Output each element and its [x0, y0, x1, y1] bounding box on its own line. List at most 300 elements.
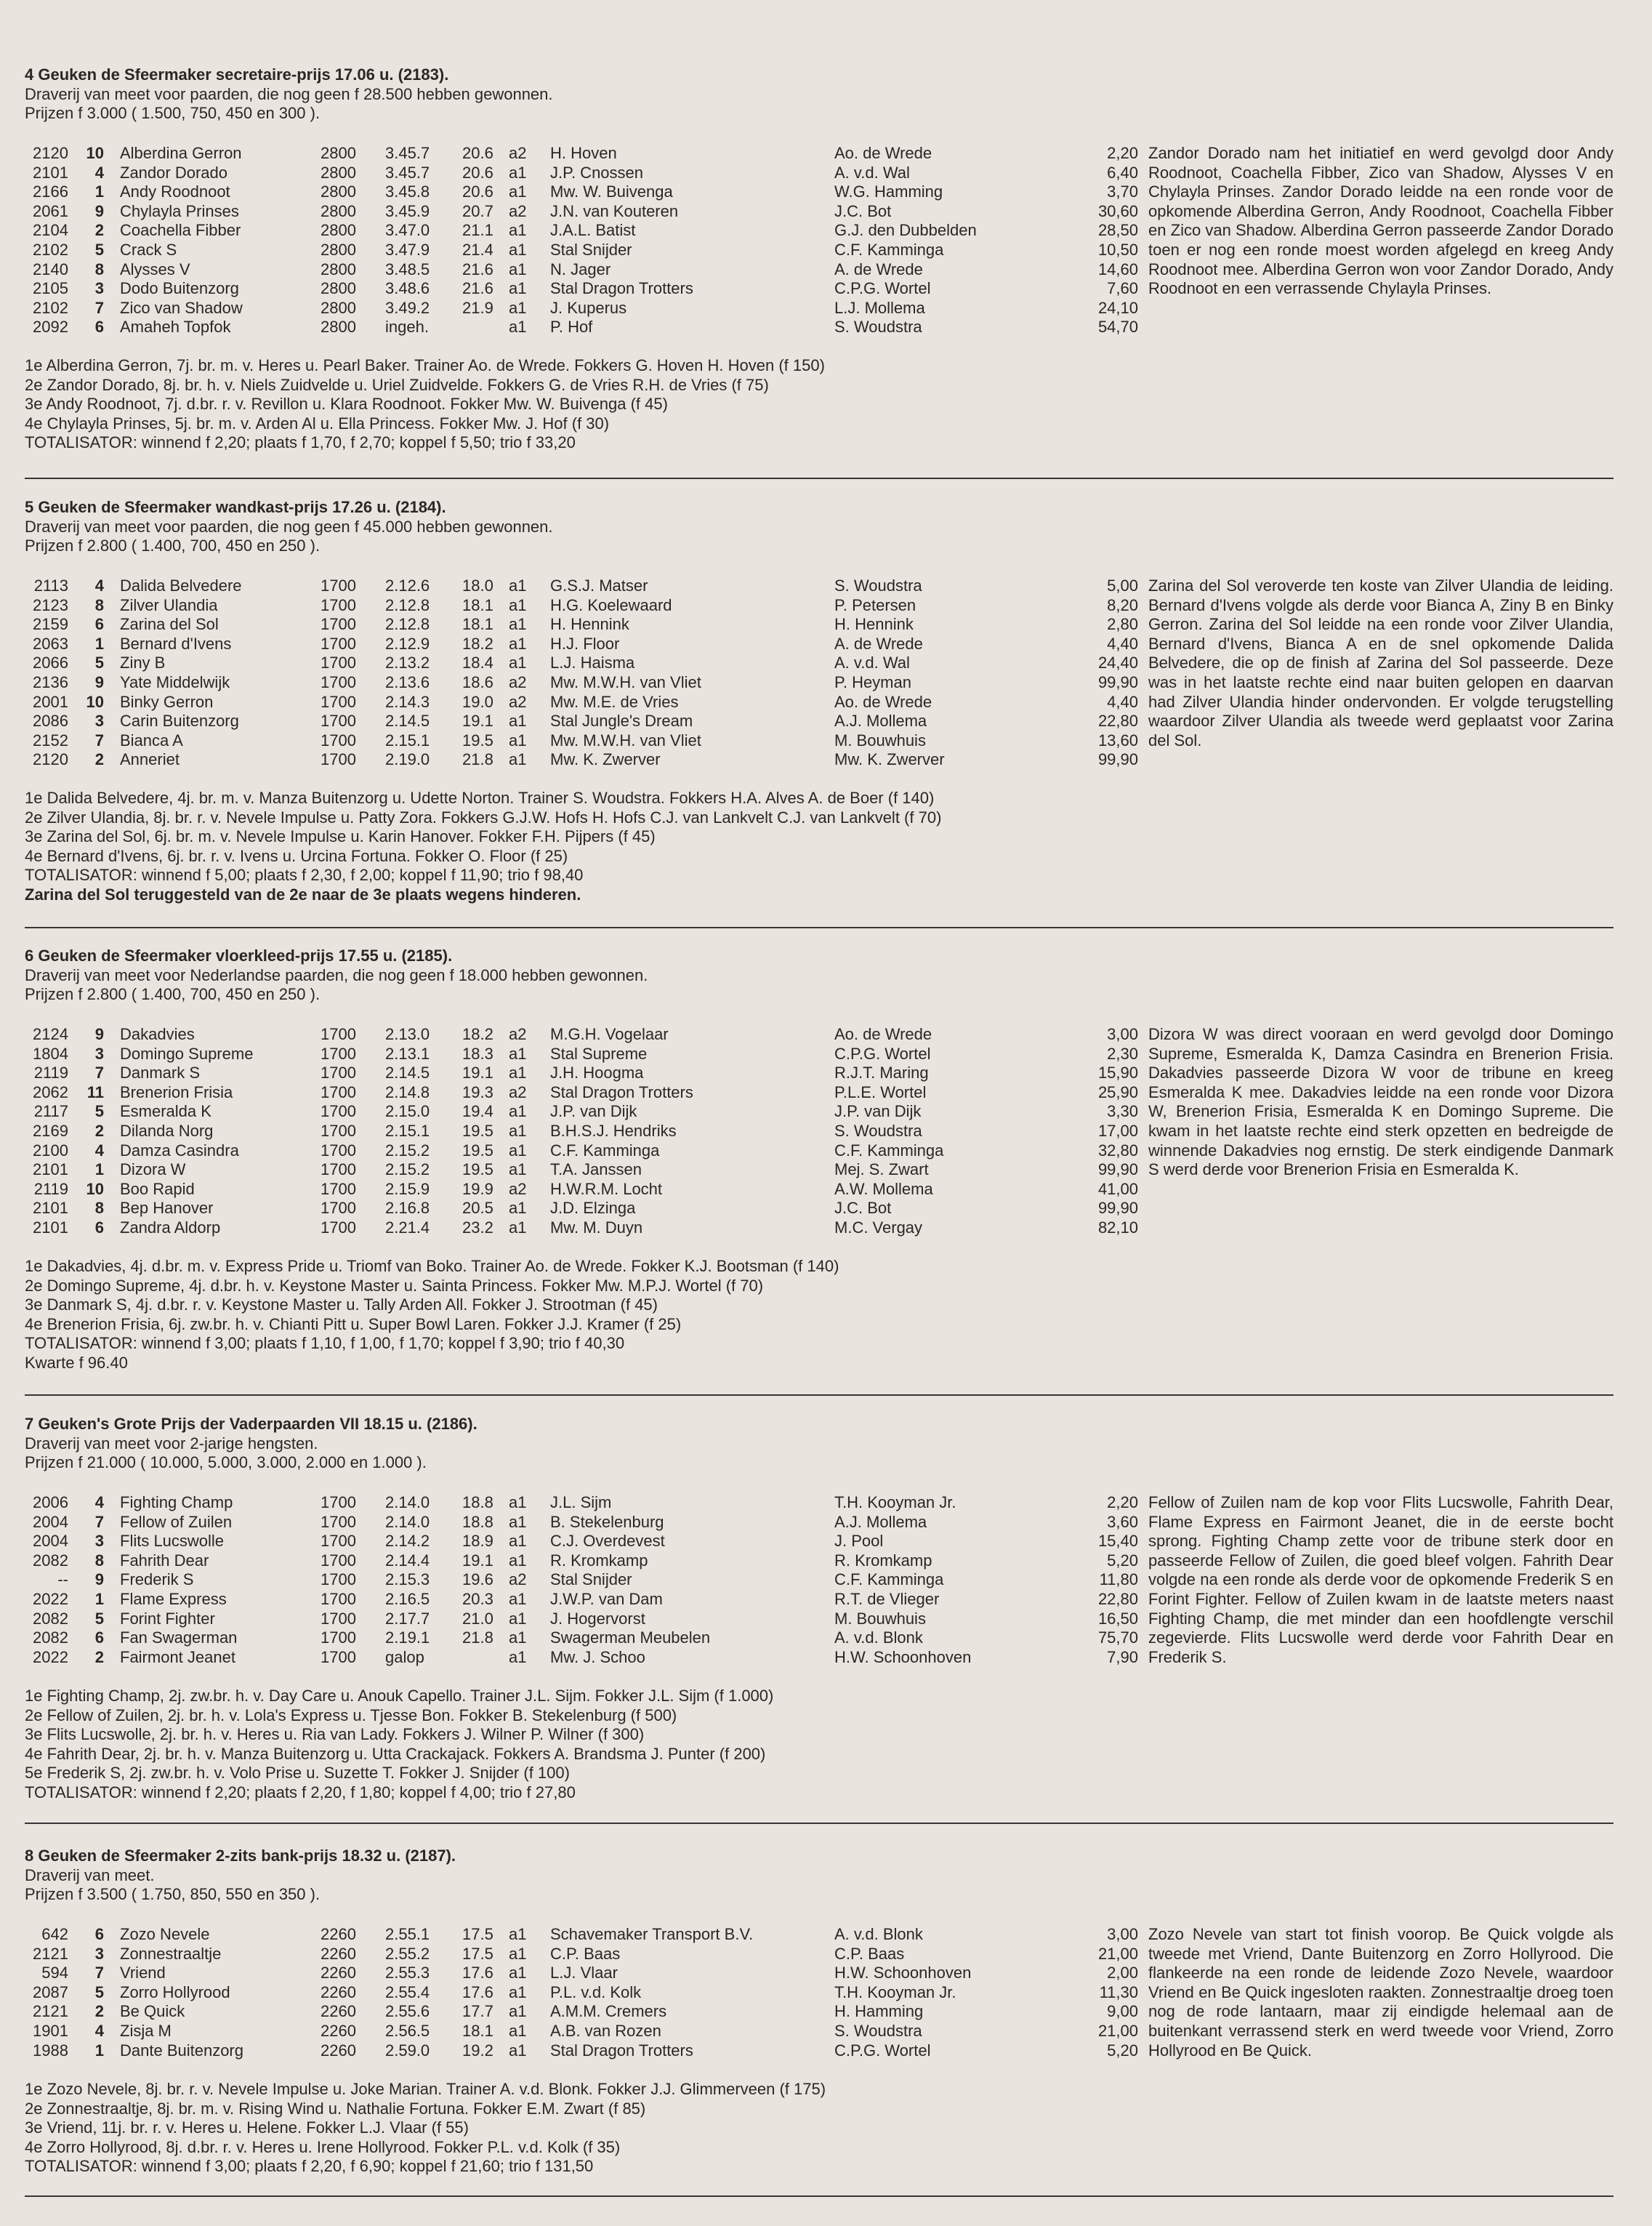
cell-num: 10 — [86, 692, 104, 711]
cell-owner: H.W.R.M. Locht — [550, 1179, 663, 1198]
cell-time: 2.59.0 — [385, 2041, 430, 2060]
cell-num: 2 — [94, 2002, 104, 2021]
cell-num: 3 — [94, 1944, 104, 1963]
cell-odds: 99,90 — [1097, 1160, 1138, 1179]
cell-horse: Zozo Nevele — [120, 1925, 210, 1943]
race-title: 7 Geuken's Grote Prijs der Vaderpaarden VII 18.15 u. (2186). — [25, 1415, 478, 1433]
cell-num: 7 — [94, 1964, 104, 1982]
cell-num: 6 — [94, 1925, 104, 1943]
cell-num: 5 — [94, 1102, 104, 1121]
cell-cls: a1 — [509, 1628, 527, 1647]
breeding-line: 2e Zilver Ulandia, 8j. br. r. v. Nevele Impulse u. Patty Zora. Fokkers G.J.W. Hofs H. Hofs C.J. van Lankvelt C.J. van Lankvelt (f 70) — [25, 808, 942, 827]
cell-cls: a1 — [509, 654, 527, 672]
cell-owner: J.P. Cnossen — [550, 163, 644, 182]
cell-horse: Bianca A — [120, 731, 183, 750]
cell-owner: J.P. van Dijk — [550, 1102, 637, 1121]
race-title: 6 Geuken de Sfeermaker vloerkleed-prijs 17.55 u. (2185). — [25, 947, 453, 965]
cell-driver: T.H. Kooyman Jr. — [834, 1982, 956, 2001]
cell-dist: 2800 — [321, 298, 356, 317]
cell-prev: 2082 — [33, 1609, 68, 1628]
cell-driver: H.W. Schoonhoven — [834, 1964, 972, 1982]
breeding-line: 1e Dakadvies, 4j. d.br. m. v. Express Pride u. Triomf van Boko. Trainer Ao. de Wrede. Fokker K.J. Bootsman (f 140) — [25, 1257, 839, 1275]
cell-cls: a2 — [509, 692, 527, 711]
cell-cls: a1 — [509, 1102, 527, 1121]
cell-odds: 2,20 — [1107, 144, 1138, 162]
cell-owner: Stal Supreme — [550, 1044, 648, 1063]
cell-km: 19.9 — [462, 1179, 493, 1198]
cell-dist: 1700 — [321, 1647, 356, 1666]
cell-num: 8 — [94, 595, 104, 614]
cell-prev: -- — [57, 1570, 68, 1589]
cell-km: 21.8 — [462, 750, 493, 769]
cell-km: 17.7 — [462, 2002, 493, 2021]
cell-km: 19.6 — [462, 1570, 493, 1589]
cell-km: 18.4 — [462, 654, 493, 672]
cell-cls: a1 — [509, 1925, 527, 1943]
cell-driver: C.F. Kamminga — [834, 1141, 944, 1160]
cell-driver: H. Hennink — [834, 615, 914, 634]
cell-num: 1 — [94, 2041, 104, 2060]
cell-cls: a1 — [509, 260, 527, 278]
cell-horse: Fellow of Zuilen — [120, 1512, 233, 1531]
totalisator-line: TOTALISATOR: winnend f 3,00; plaats f 1,10, f 1,00, f 1,70; koppel f 3,90; trio f 40,30 — [25, 1334, 625, 1353]
cell-cls: a1 — [509, 1493, 527, 1511]
cell-dist: 2800 — [321, 163, 356, 182]
cell-horse: Dodo Buitenzorg — [120, 279, 239, 298]
cell-time: 3.47.0 — [385, 221, 430, 240]
cell-km: 21.8 — [462, 1628, 493, 1647]
race-title: 8 Geuken de Sfeermaker 2-zits bank-prijs 18.32 u. (2187). — [25, 1847, 456, 1865]
cell-owner: H.J. Floor — [550, 634, 620, 653]
cell-odds: 3,30 — [1107, 1102, 1138, 1121]
cell-num: 4 — [94, 2021, 104, 2040]
cell-horse: Alysses V — [120, 260, 190, 278]
cell-dist: 2260 — [321, 2002, 356, 2021]
cell-time: 2.14.5 — [385, 712, 430, 731]
cell-num: 6 — [94, 615, 104, 634]
race-title: 5 Geuken de Sfeermaker wandkast-prijs 17.26 u. (2184). — [25, 498, 446, 516]
cell-cls: a1 — [509, 2021, 527, 2040]
cell-time: 2.14.2 — [385, 1532, 430, 1551]
cell-owner: J.N. van Kouteren — [550, 201, 679, 220]
cell-time: 2.55.3 — [385, 1964, 430, 1982]
cell-odds: 3,60 — [1107, 1512, 1138, 1531]
cell-dist: 2260 — [321, 1925, 356, 1943]
cell-prev: 2120 — [33, 750, 68, 769]
cell-prev: 2101 — [33, 1160, 68, 1179]
cell-time: 3.45.7 — [385, 144, 430, 162]
cell-cls: a1 — [509, 221, 527, 240]
race-conditions: Draverij van meet voor paarden, die nog geen f 45.000 hebben gewonnen. — [25, 517, 553, 536]
cell-horse: Bep Hanover — [120, 1199, 214, 1218]
cell-dist: 2800 — [321, 240, 356, 259]
cell-horse: Fighting Champ — [120, 1493, 233, 1511]
cell-driver: A. v.d. Wal — [834, 654, 910, 672]
cell-driver: A.W. Mollema — [834, 1179, 933, 1198]
cell-horse: Zandor Dorado — [120, 163, 227, 182]
cell-horse: Chylayla Prinses — [120, 201, 239, 220]
cell-driver: Ao. de Wrede — [834, 692, 932, 711]
cell-time: 2.55.4 — [385, 1982, 430, 2001]
cell-prev: 2102 — [33, 240, 68, 259]
cell-dist: 1700 — [321, 1551, 356, 1570]
cell-odds: 28,50 — [1097, 221, 1138, 240]
cell-dist: 1700 — [321, 1160, 356, 1179]
cell-horse: Bernard d'Ivens — [120, 634, 232, 653]
cell-km: 17.6 — [462, 1964, 493, 1982]
cell-odds: 5,20 — [1107, 2041, 1138, 2060]
cell-km: 19.5 — [462, 1160, 493, 1179]
cell-km: 18.1 — [462, 615, 493, 634]
cell-km: 21.4 — [462, 240, 493, 259]
cell-owner: Swagerman Meubelen — [550, 1628, 711, 1647]
cell-prev: 1804 — [33, 1044, 68, 1063]
cell-horse: Flits Lucswolle — [120, 1532, 225, 1551]
cell-cls: a1 — [509, 1199, 527, 1218]
cell-time: 3.48.6 — [385, 279, 430, 298]
cell-prev: 2066 — [33, 654, 68, 672]
cell-num: 7 — [94, 1064, 104, 1082]
cell-owner: Mw. W. Buivenga — [550, 182, 673, 201]
cell-km: 20.6 — [462, 182, 493, 201]
cell-horse: Frederik S — [120, 1570, 194, 1589]
cell-num: 4 — [94, 576, 104, 595]
cell-horse: Carin Buitenzorg — [120, 712, 239, 731]
cell-dist: 1700 — [321, 731, 356, 750]
cell-time: 3.47.9 — [385, 240, 430, 259]
cell-prev: 2087 — [33, 1982, 68, 2001]
cell-km: 19.1 — [462, 1064, 493, 1082]
cell-num: 7 — [94, 298, 104, 317]
cell-driver: Ao. de Wrede — [834, 144, 932, 162]
cell-dist: 1700 — [321, 712, 356, 731]
cell-num: 9 — [94, 1025, 104, 1043]
cell-num: 1 — [94, 182, 104, 201]
cell-dist: 1700 — [321, 1064, 356, 1082]
race-header — [25, 947, 648, 1005]
cell-prev: 1988 — [33, 2041, 68, 2060]
cell-time: 2.15.9 — [385, 1179, 430, 1198]
cell-odds: 13,60 — [1097, 731, 1138, 750]
cell-time: 3.45.8 — [385, 182, 430, 201]
cell-cls: a1 — [509, 615, 527, 634]
cell-km: 21.6 — [462, 279, 493, 298]
cell-km: 18.6 — [462, 672, 493, 691]
cell-prev: 2004 — [33, 1532, 68, 1551]
cell-horse: Zilver Ulandia — [120, 595, 218, 614]
cell-num: 10 — [86, 144, 104, 162]
cell-dist: 1700 — [321, 1512, 356, 1531]
race-conditions: Draverij van meet voor 2-jarige hengsten. — [25, 1434, 318, 1452]
breeding-line: 3e Andy Roodnoot, 7j. d.br. r. v. Revillon u. Klara Roodnoot. Fokker Mw. W. Buivenga (f 45) — [25, 395, 668, 414]
cell-owner: C.P. Baas — [550, 1944, 621, 1963]
cell-horse: Brenerion Frisia — [120, 1082, 233, 1101]
cell-driver: A. de Wrede — [834, 634, 923, 653]
cell-num: 9 — [94, 201, 104, 220]
cell-horse: Zorro Hollyrood — [120, 1982, 230, 2001]
race-commentary: Zozo Nevele van start tot finish voorop. Be Quick volgde als tweede met Vriend, Dante Buitenzorg en Zorro Hollyrood. Die flankeerde na een ronde de leidende Zozo Nevele, waardoor Vriend en Be Quick ingesloten raakten. Zonnestraaltje droeg toen nog de rode lantaarn, maar zij eindigde helemaal aan de buitenkant verrassend sterk en werd tweede voor Vriend, Zorro Hollyrood en Be Quick. — [1148, 1925, 1613, 2060]
cell-cls: a1 — [509, 1609, 527, 1628]
cell-driver: Mw. K. Zwerver — [834, 750, 945, 769]
cell-dist: 1700 — [321, 595, 356, 614]
cell-cls: a1 — [509, 1532, 527, 1551]
cell-km: 19.1 — [462, 712, 493, 731]
cell-km: 20.6 — [462, 163, 493, 182]
breeding-line: 3e Danmark S, 4j. d.br. r. v. Keystone Master u. Tally Arden All. Fokker J. Strootman (f 45) — [25, 1295, 658, 1314]
cell-driver: A. v.d. Blonk — [834, 1925, 923, 1943]
cell-dist: 1700 — [321, 615, 356, 634]
cell-num: 6 — [94, 318, 104, 337]
cell-cls: a1 — [509, 279, 527, 298]
cell-num: 8 — [94, 260, 104, 278]
cell-owner: H.G. Koelewaard — [550, 595, 672, 614]
cell-odds: 2,00 — [1107, 1964, 1138, 1982]
cell-prev: 2113 — [33, 576, 68, 595]
cell-odds: 30,60 — [1097, 201, 1138, 220]
cell-dist: 2800 — [321, 279, 356, 298]
cell-owner: J.W.P. van Dam — [550, 1589, 663, 1608]
race-conditions: Draverij van meet voor Nederlandse paarden, die nog geen f 18.000 hebben gewonnen. — [25, 965, 648, 984]
cell-num: 4 — [94, 1493, 104, 1511]
cell-prev: 2100 — [33, 1141, 68, 1160]
cell-driver: P. Heyman — [834, 672, 911, 691]
cell-driver: R.J.T. Maring — [834, 1064, 929, 1082]
cell-owner: G.S.J. Matser — [550, 576, 648, 595]
cell-time: 2.14.0 — [385, 1512, 430, 1531]
cell-num: 2 — [94, 1121, 104, 1140]
cell-dist: 1700 — [321, 1589, 356, 1608]
cell-odds: 5,20 — [1107, 1551, 1138, 1570]
cell-cls: a1 — [509, 2041, 527, 2060]
cell-cls: a1 — [509, 1160, 527, 1179]
cell-odds: 41,00 — [1097, 1179, 1138, 1198]
cell-km: 21.0 — [462, 1609, 493, 1628]
breeding-line: 5e Frederik S, 2j. zw.br. h. v. Volo Prise u. Suzette T. Fokker J. Snijder (f 100) — [25, 1764, 570, 1783]
cell-owner: J.A.L. Batist — [550, 221, 636, 240]
cell-num: 9 — [94, 1570, 104, 1589]
cell-odds: 24,40 — [1097, 654, 1138, 672]
race-prizes: Prijzen f 3.500 ( 1.750, 850, 550 en 350 ). — [25, 1885, 321, 1904]
cell-prev: 2101 — [33, 1199, 68, 1218]
cell-horse: Dalida Belvedere — [120, 576, 242, 595]
cell-prev: 2120 — [33, 144, 68, 162]
cell-cls: a1 — [509, 2002, 527, 2021]
cell-time: 2.55.2 — [385, 1944, 430, 1963]
cell-num: 7 — [94, 731, 104, 750]
cell-odds: 3,70 — [1107, 182, 1138, 201]
cell-cls: a1 — [509, 1551, 527, 1570]
cell-num: 5 — [94, 240, 104, 259]
cell-km: 20.5 — [462, 1199, 493, 1218]
cell-cls: a2 — [509, 672, 527, 691]
cell-prev: 2119 — [33, 1064, 68, 1082]
cell-owner: T.A. Janssen — [550, 1160, 642, 1179]
cell-horse: Zico van Shadow — [120, 298, 243, 317]
cell-odds: 3,00 — [1107, 1025, 1138, 1043]
cell-dist: 1700 — [321, 1121, 356, 1140]
cell-horse: Flame Express — [120, 1589, 227, 1608]
cell-prev: 2022 — [33, 1589, 68, 1608]
cell-prev: 642 — [41, 1925, 68, 1943]
cell-cls: a1 — [509, 1064, 527, 1082]
cell-odds: 5,00 — [1107, 576, 1138, 595]
cell-prev: 2082 — [33, 1551, 68, 1570]
cell-num: 8 — [94, 1199, 104, 1218]
cell-dist: 1700 — [321, 1628, 356, 1647]
breeding-line: 2e Domingo Supreme, 4j. d.br. h. v. Keystone Master u. Sainta Princess. Fokker Mw. M.P.J. Wortel (f 70) — [25, 1276, 764, 1295]
cell-dist: 2800 — [321, 144, 356, 162]
cell-dist: 1700 — [321, 1044, 356, 1063]
totalisator-line: TOTALISATOR: winnend f 2,20; plaats f 1,70, f 2,70; koppel f 5,50; trio f 33,20 — [25, 433, 576, 452]
cell-odds: 6,40 — [1107, 163, 1138, 182]
cell-odds: 25,90 — [1097, 1082, 1138, 1101]
cell-prev: 2062 — [33, 1082, 68, 1101]
cell-cls: a1 — [509, 595, 527, 614]
cell-prev: 2022 — [33, 1647, 68, 1666]
cell-owner: J.D. Elzinga — [550, 1199, 636, 1218]
section-divider — [25, 1823, 1613, 1824]
cell-driver: C.F. Kamminga — [834, 240, 944, 259]
cell-driver: S. Woudstra — [834, 2021, 922, 2040]
cell-num: 5 — [94, 654, 104, 672]
cell-driver: J.C. Bot — [834, 1199, 892, 1218]
cell-km: 19.5 — [462, 1121, 493, 1140]
cell-odds: 15,90 — [1097, 1064, 1138, 1082]
cell-cls: a2 — [509, 1082, 527, 1101]
cell-horse: Amaheh Topfok — [120, 318, 231, 337]
cell-odds: 99,90 — [1097, 672, 1138, 691]
cell-odds: 22,80 — [1097, 712, 1138, 731]
cell-horse: Domingo Supreme — [120, 1044, 254, 1063]
cell-cls: a1 — [509, 1141, 527, 1160]
cell-time: 2.14.4 — [385, 1551, 430, 1570]
cell-horse: Fairmont Jeanet — [120, 1647, 235, 1666]
cell-km: 21.1 — [462, 221, 493, 240]
cell-km: 18.2 — [462, 1025, 493, 1043]
cell-owner: P. Hof — [550, 318, 593, 337]
race-header — [25, 498, 553, 556]
cell-prev: 2124 — [33, 1025, 68, 1043]
race-conditions: Draverij van meet. — [25, 1865, 155, 1884]
cell-time: 3.48.5 — [385, 260, 430, 278]
section-divider — [25, 927, 1613, 928]
cell-horse: Dizora W — [120, 1160, 186, 1179]
breeding-line: 2e Fellow of Zuilen, 2j. br. h. v. Lola's Express u. Tjesse Bon. Fokker B. Stekelenburg (f 500) — [25, 1705, 677, 1724]
cell-odds: 14,60 — [1097, 260, 1138, 278]
cell-time: 2.14.8 — [385, 1082, 430, 1101]
race-commentary: Dizora W was direct vooraan en werd gevolgd door Domingo Supreme, Esmeralda K, Damza Casindra en Brenerion Frisia. Dakadvies passeerde Dizora W voor de tribune en kreeg Esmeralda K mee. Dakadvies leidde na een ronde voor Dizora W, Brenerion Frisia, Esmeralda K en Domingo Supreme. Die kwam in het laatste rechte eind sterk opzetten en bedreigde de winnende Dakadvies nog ernstig. De sterk eindigende Danmark S werd derde voor Brenerion Frisia en Esmeralda K. — [1148, 1025, 1613, 1179]
cell-driver: J.C. Bot — [834, 201, 892, 220]
cell-dist: 1700 — [321, 1141, 356, 1160]
cell-cls: a1 — [509, 1964, 527, 1982]
cell-odds: 75,70 — [1097, 1628, 1138, 1647]
cell-owner: P.L. v.d. Kolk — [550, 1982, 642, 2001]
cell-cls: a1 — [509, 163, 527, 182]
cell-cls: a1 — [509, 1044, 527, 1063]
cell-owner: Mw. M. Duyn — [550, 1218, 643, 1237]
cell-cls: a1 — [509, 318, 527, 337]
cell-owner: Stal Dragon Trotters — [550, 1082, 693, 1101]
cell-time: 2.13.0 — [385, 1025, 430, 1043]
cell-driver: T.H. Kooyman Jr. — [834, 1493, 956, 1511]
cell-cls: a1 — [509, 1218, 527, 1237]
race-notes — [25, 789, 941, 905]
cell-dist: 2800 — [321, 182, 356, 201]
cell-num: 5 — [94, 1982, 104, 2001]
cell-odds: 2,80 — [1107, 615, 1138, 634]
breeding-line: 3e Vriend, 11j. br. r. v. Heres u. Helene. Fokker L.J. Vlaar (f 55) — [25, 2118, 469, 2137]
cell-km: 18.2 — [462, 634, 493, 653]
cell-cls: a1 — [509, 712, 527, 731]
cell-odds: 32,80 — [1097, 1141, 1138, 1160]
cell-time: 2.12.8 — [385, 595, 430, 614]
cell-num: 6 — [94, 1628, 104, 1647]
cell-owner: M.G.H. Vogelaar — [550, 1025, 669, 1043]
cell-dist: 1700 — [321, 750, 356, 769]
cell-time: 2.15.1 — [385, 731, 430, 750]
cell-num: 1 — [94, 634, 104, 653]
cell-dist: 1700 — [321, 1218, 356, 1237]
breeding-line: 2e Zonnestraaltje, 8j. br. m. v. Rising Wind u. Nathalie Fortuna. Fokker E.M. Zwart (f 85) — [25, 2099, 646, 2118]
cell-dist: 2800 — [321, 318, 356, 337]
cell-dist: 1700 — [321, 576, 356, 595]
race-notes — [25, 1687, 773, 1803]
cell-time: 2.19.0 — [385, 750, 430, 769]
race-notes — [25, 2080, 826, 2177]
cell-cls: a2 — [509, 1025, 527, 1043]
race-prizes: Prijzen f 2.800 ( 1.400, 700, 450 en 250 ). — [25, 537, 321, 555]
cell-km: 20.3 — [462, 1589, 493, 1608]
cell-odds: 54,70 — [1097, 318, 1138, 337]
cell-dist: 1700 — [321, 654, 356, 672]
cell-driver: C.F. Kamminga — [834, 1570, 944, 1589]
cell-time: 2.14.3 — [385, 692, 430, 711]
cell-owner: Mw. J. Schoo — [550, 1647, 645, 1666]
race-notes — [25, 356, 825, 453]
cell-horse: Be Quick — [120, 2002, 185, 2021]
cell-driver: J.P. van Dijk — [834, 1102, 922, 1121]
cell-km: 17.5 — [462, 1944, 493, 1963]
breeding-line: 3e Flits Lucswolle, 2j. br. h. v. Heres u. Ria van Lady. Fokkers J. Wilner P. Wilner (f 300) — [25, 1725, 645, 1744]
cell-horse: Dante Buitenzorg — [120, 2041, 243, 2060]
cell-odds: 4,40 — [1107, 692, 1138, 711]
totalisator-line: TOTALISATOR: winnend f 5,00; plaats f 2,30, f 2,00; koppel f 11,90; trio f 98,40 — [25, 866, 584, 885]
cell-odds: 2,20 — [1107, 1493, 1138, 1511]
cell-odds: 2,30 — [1107, 1044, 1138, 1063]
cell-num: 3 — [94, 279, 104, 298]
race-commentary: Zandor Dorado nam het initiatief en werd gevolgd door Andy Roodnoot, Coachella Fibber, Zico van Shadow, Alysses V en Chylayla Prinses. Zandor Dorado leidde na een ronde voor de opkomende Alberdina Gerron, Andy Roodnoot, Coachella Fibber en Zico van Shadow. Alberdina Gerron passeerde Zandor Dorado toen er nog een ronde moest worden afgelegd en kreeg Andy Roodnoot mee. Alberdina Gerron won voor Zandor Dorado, Andy Roodnoot en een verrassende Chylayla Prinses. — [1148, 144, 1613, 298]
cell-km: 20.7 — [462, 201, 493, 220]
cell-dist: 2800 — [321, 221, 356, 240]
cell-driver: C.P.G. Wortel — [834, 279, 931, 298]
cell-prev: 2166 — [33, 182, 68, 201]
totalisator-line: TOTALISATOR: winnend f 2,20; plaats f 2,20, f 1,80; koppel f 4,00; trio f 27,80 — [25, 1783, 576, 1801]
cell-time: 2.12.9 — [385, 634, 430, 653]
race-header — [25, 65, 553, 124]
cell-time: 3.49.2 — [385, 298, 430, 317]
cell-prev: 2004 — [33, 1512, 68, 1531]
cell-km: 18.0 — [462, 576, 493, 595]
cell-driver: A.J. Mollema — [834, 712, 927, 731]
cell-km: 21.9 — [462, 298, 493, 317]
breeding-line: 1e Dalida Belvedere, 4j. br. m. v. Manza Buitenzorg u. Udette Norton. Trainer S. Woudstra. Fokkers H.A. Alves A. de Boer (f 140) — [25, 789, 935, 807]
cell-km: 20.6 — [462, 144, 493, 162]
cell-time: galop — [385, 1647, 424, 1666]
cell-prev: 2102 — [33, 298, 68, 317]
cell-prev: 2001 — [33, 692, 68, 711]
cell-odds: 16,50 — [1097, 1609, 1138, 1628]
cell-odds: 4,40 — [1107, 634, 1138, 653]
